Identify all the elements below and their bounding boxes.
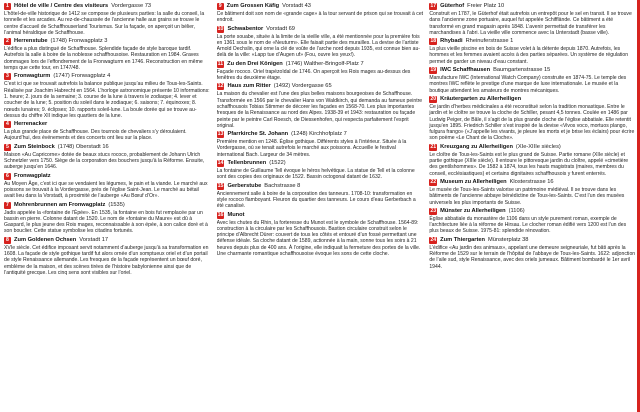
entry-heading-text	[227, 83, 331, 90]
entry-heading	[4, 173, 211, 180]
sight-entry	[4, 3, 211, 36]
sight-entry	[217, 83, 424, 129]
sight-entry	[429, 208, 636, 235]
entry-heading	[429, 3, 636, 10]
entry-heading-text	[440, 144, 561, 151]
entry-number-badge: 23	[430, 207, 437, 214]
entry-title: Kräutergarten zu Allerheiligen	[440, 95, 522, 102]
entry-title: Hôtel de ville / Centre des visiteurs	[14, 3, 109, 9]
entry-number-badge: 6	[4, 173, 11, 180]
entry-title: Mohrenbrunnen am Fronwagplatz	[14, 201, 106, 208]
sight-entry	[4, 173, 211, 200]
entry-heading-text	[14, 73, 110, 80]
entry-title: Gerberstube	[227, 182, 262, 189]
entry-heading-text	[227, 160, 285, 167]
entry-number-badge: 24	[430, 236, 437, 243]
entry-heading-text	[14, 173, 51, 180]
entry-address: (1535)	[108, 201, 125, 208]
entry-address: (XIe-XIIIe siècles)	[515, 143, 561, 150]
entry-number-badge: 11	[217, 60, 224, 67]
sight-entry	[217, 131, 424, 158]
entry-description: XVIe siècle. Cet édifice imposant servit notamment d’auberge jusqu’à sa transformation en 1608. La façade de style gothique tardif fut alors ornée d’un somptueux oriel et d’un portail de style Renaissance allemande. Les fresques de la façade représentent un bœuf doré, emblème de la maison, et des scènes tirées de l’histoire babylonienne ainsi que de l’antiquité grecque. Les cinq sens sont visibles sur l’oriel.	[4, 244, 209, 276]
entry-heading-text	[14, 3, 151, 10]
sight-entry	[217, 183, 424, 210]
entry-heading-text	[14, 121, 47, 128]
entry-address: Bachstrasse 8	[264, 182, 301, 189]
entry-description: Construit en 1787, le Güterhof était autrefois un entrepôt pour le sel en transit. Il se trouve dans l’ancienne zone portuaire, auquel fut appelée Schifflände. Ce bâtiment a été transformé en grand magasin après 1848. L’avenir permettait de transférer les marchandises à l’abri. La vieille ville commence avec la Unterstadt (basse ville).	[429, 11, 632, 36]
entry-title: Museum zu Allerheiligen	[440, 178, 507, 185]
sight-entry	[217, 26, 424, 59]
column-2	[217, 3, 424, 412]
sight-entry	[217, 3, 424, 24]
column-3	[429, 3, 636, 412]
sight-entry	[217, 212, 424, 258]
entry-number-badge: 5	[4, 144, 11, 151]
entry-description: Ce bâtiment doit son nom de «grande cage» à la tour servant de prison qui se trouvait à cet endroit.	[216, 11, 424, 24]
entry-heading	[217, 160, 424, 167]
entry-address: Vorstadt 69	[266, 25, 295, 32]
entry-number-badge: 17	[430, 3, 437, 9]
entry-description: L’édifice «Au jardin des animaux», appelant une demeure seigneuriale, fut bâti après la Réforme de 1529 sur le terrain de l’hôpital de l’abbaye de Tous-les-Saints. 1622: adjonction de l’aile sud, style Renaissance, avec des oriels jumeaux. Bâtiment bombardé le 1er avril 1944.	[429, 244, 636, 270]
entry-heading-text	[227, 131, 346, 138]
entry-title: Herrenstube	[14, 38, 48, 45]
entry-title: Zu den Drei Königen	[227, 60, 283, 67]
entry-address: Klosterstrasse 16	[509, 178, 554, 185]
entry-address: Vorstadt 17	[79, 236, 109, 243]
entry-address: (1106)	[508, 207, 525, 214]
entry-number-badge: 9	[217, 3, 224, 10]
entry-description: Anciennement salle à boire de la corporation des tanneurs. 1708-10: transformation en style rococo flamboyant. Fleuron du quartier des tanneurs. Le cours d’eau Gerberbach a été canalisé.	[216, 190, 416, 210]
entry-number-badge: 12	[217, 83, 224, 90]
sight-entry	[429, 38, 636, 65]
sight-entry	[4, 121, 211, 142]
entry-title: Rhybadi	[440, 38, 463, 45]
entry-heading	[4, 237, 211, 244]
entry-number-badge: 1	[4, 3, 11, 10]
entry-title: Zum Thiergarten	[440, 236, 485, 243]
sight-entry	[4, 73, 211, 119]
entry-heading-text	[227, 183, 300, 190]
entry-number-badge: 14	[217, 160, 224, 167]
entry-heading	[429, 96, 636, 103]
entry-title: Kreuzgang zu Allerheiligen	[440, 143, 513, 150]
entry-title: Pfarrkirche St. Johann	[227, 131, 289, 138]
entry-title: Güterhof	[440, 3, 465, 9]
entry-description: La porte souabe, située à la limite de la vieille ville, a été mentionnée pour la première fois en 1361 sous le nom de «Neuturm». Elle faisait partie des murailles. La devise de l’artiste Arnold Oechslin, qui orne la clé de voûte de l’arche nord depuis 1935, est connue bien au-delà de la ville: «Lapp tue d’Augen uf» (Fou, ouvre les yeux!).	[216, 33, 420, 59]
entry-description: Première mention en 1248. Église gothique. Différents styles à l’intérieur. Située à la Vordergasse, où se tenait autrefois le marché aux poissons. Accueille le festival international Bach. Largeur de 34 mètres.	[216, 139, 407, 158]
entry-heading	[4, 3, 211, 10]
entry-address: Münsterplatz 38	[488, 236, 529, 243]
entry-description: L’hôtel-de-ville historique de 1412 se compose de plusieurs parties: la salle du conseil, la tonnelle et les arcades. Au rez-de-chaussée de l’ancienne halle aux grains se trouve le centre d’accueil de Schaffhouserland Tourismus. Sur la façade, on aperçoit un bélier, l’animal héraldique de Schaffhouse.	[4, 11, 205, 36]
entry-heading	[4, 202, 211, 209]
entry-heading-text	[440, 96, 521, 103]
entry-address: (1248) Kirchhofplatz 7	[291, 131, 347, 138]
entry-description: Au Moyen Âge, c’est ici que se vendaient les légumes, le pain et la viande. Le marché aux poissons se trouvait à la Vordergasse, près de l’église Saint-Jean. Le marché au bétail avait lieu dans la Vorstadt, à proximité de l’auberge «Au Bœuf d’Or».	[4, 180, 208, 200]
entry-description: Manufacture IWC (International Watch Company) construite en 1874-75. Le temple des montres IWC reflète le prestige d’une marque de luxe internationale. Le musée et la boutique attendent les amateurs de montres mécaniques.	[429, 75, 627, 94]
entry-heading-text	[440, 67, 550, 74]
entry-heading-text	[440, 3, 504, 10]
entry-title: Münster zu Allerheiligen	[440, 207, 506, 214]
entry-title: Munot	[227, 211, 245, 218]
entry-heading	[429, 179, 636, 186]
entry-title: Herrenacker	[14, 121, 48, 128]
sight-entry	[429, 237, 636, 270]
entry-heading-text	[227, 61, 364, 68]
sight-entry	[429, 67, 636, 94]
entry-description: La fontaine de Guillaume Tell évoque le héros helvétique. La statue de Tell et la colonne sont des copies des originaux de 1522. Bassin octogonal datant de 1632.	[216, 168, 415, 181]
entry-heading-text	[440, 179, 553, 186]
entry-description: Maison «Au Capricorne» dotée de beaux stucs rococo, probablement de Johann Ulrich Schnetzler vers 1750. Siège de la corporation des bouchers jusqu’à la Réforme. Ensuite, auberge jusqu’en 1646.	[4, 151, 205, 171]
entry-description: La plus grande place de Schaffhouse. Des tournois de chevaliers s’y déroulaient. Aujourd’hui, des événements et des concerts ont lieu sur la place.	[4, 129, 187, 142]
entry-description: Avec les chutes du Rhin, la forteresse du Munot est le symbole de Schaffhouse. 1564-89: construction à la circulaire par les Schaffhousois. Bastion circulaire construit selon le principe d’Albrecht Dürer: couvert de tous les côtés et entouré d’un fossé permettant une défense idéale. Sa cloche datant de 1589, actionnée à la main, sonne tous les soirs à 21 heures depuis plus de 400 ans. À l’origine, elle indiquait la fermeture des portes de la ville. Une charmante romantique schaffhousoise évoque les sons de cette cloche.	[216, 219, 421, 258]
entry-address: Rheinuferstrasse 1	[465, 38, 514, 45]
entry-heading	[217, 3, 424, 10]
entry-description: Jadis appelée la «fontaine de l’Èpée». En 1535, la fontaine en bois fut remplacée par un bassin en pierre. Colonne datant de 1520. Le nom de «fontaine du Maure» est dû à Gaspard, le plus jeune des Rois mages, reconnaissable à son épée, à son calice doré et à son bouclier. Cette statue symbolise les citadins fortunés.	[4, 209, 208, 235]
entry-title: Zum Steinbock	[14, 143, 55, 150]
entry-title: Fronwagturm	[14, 73, 51, 80]
column-1	[4, 3, 211, 412]
entry-address: (1748) Oberstadt 16	[57, 143, 109, 150]
entry-heading-text	[227, 26, 295, 33]
entry-heading	[4, 38, 211, 45]
sight-entry	[429, 179, 636, 206]
entry-heading	[429, 237, 636, 244]
entry-heading-text	[227, 212, 244, 219]
entry-address: (1746) Walther-Bringolf-Platz 7	[285, 60, 364, 67]
entry-description: Le musée de Tous-les-Saints valorise un patrimoine médiéval. Il se trouve dans les bâtiments de l’ancienne abbaye bénédictine de Tous-les-Saints. C’est l’un des musées universels les plus importants de Suisse.	[429, 186, 625, 206]
entry-number-badge: 4	[4, 121, 11, 128]
sight-entry	[4, 144, 211, 171]
entry-title: Fronwagplatz	[14, 172, 51, 179]
sight-entry	[429, 144, 636, 177]
sight-entry	[217, 61, 424, 82]
entry-title: Schwabentor	[227, 25, 264, 32]
entry-number-badge: 8	[4, 237, 11, 244]
entry-heading	[217, 83, 424, 90]
entry-heading-text	[440, 38, 513, 45]
entry-heading-text	[14, 202, 125, 209]
entry-address: (1522)	[269, 160, 286, 167]
entry-title: IWC Schaffhausen	[440, 67, 491, 74]
entry-heading	[4, 144, 211, 151]
entry-title: Haus zum Ritter	[227, 83, 271, 90]
entry-description: Église abbatiale du monastère de 1106 dans un style purement roman, exemple de l’architecture liée à la réforme de Hirsau. Le clocher roman édifié vers 1200 est l’un des plus beaux de Suisse. 1975-81: splendide rénovation.	[429, 215, 627, 235]
entry-description: La plus vieille piscine en bois de Suisse volet à la détente depuis 1870. Autrefois, les hommes et les femmes avaient accès à des parties séparées. Un système de régulation permet de garder un niveau d’eau constant.	[429, 46, 629, 65]
entry-heading	[217, 61, 424, 68]
entry-heading	[429, 38, 636, 45]
entry-description: La maison du chevalier est l’une des plus belles maisons bourgeoises de Schaffhouse. Transformée en 1566 par le chevalier Hans von Waldkirch, qui demanda au fameux peintre schaffhousois Tobias Stimmer de décorer les façades en 1568-70. Les plus importantes fresques de la Renaissance au nord des Alpes. 1938-39 et 1943: restauration ou façade peinte par le peintre Carl Roesch, de Diessenhofen, qui respecta parfaitement l’esprit original.	[216, 91, 423, 129]
entry-description: Façade rococo. Oriel trapézoïdal de 1746. On aperçoit les Rois mages au-dessus des fenêtres du deuxième étage.	[216, 68, 411, 82]
entry-number-badge: 19	[430, 67, 437, 74]
entry-heading-text	[440, 237, 528, 244]
entry-heading-text	[14, 144, 109, 151]
sight-entry	[429, 3, 636, 36]
sight-entry	[217, 160, 424, 181]
sight-entry	[4, 38, 211, 71]
entry-address: (1492) Vordergasse 65	[273, 83, 332, 90]
entry-heading	[4, 121, 211, 128]
entry-number-badge: 15	[217, 182, 224, 189]
entry-description: Le cloître de Tous-les-Saints est le plus grand de Suisse. Partie romane (XIIe siècle) et partie gothique (XIIIe siècle). Il entoure le pittoresque jardin du cloître, appelé «cimetière des gentilshommes». De 1582 à 1874, tous les hauts magistrats (maires, membres du conseil, ecclésiastiques) et certains dignitaires schaffhousois y furent enterrés.	[429, 151, 629, 177]
entry-heading	[429, 208, 636, 215]
entry-number-badge: 20	[430, 95, 437, 102]
entry-heading-text	[14, 38, 107, 45]
entry-heading-text	[227, 3, 311, 10]
entry-title: Zum Grossen Käfig	[226, 3, 280, 9]
entry-number-badge: 22	[430, 178, 437, 185]
entry-title: Tellenbrunnen	[227, 160, 267, 167]
entry-address: Vordergasse 73	[111, 3, 152, 9]
entry-heading-text	[440, 208, 525, 215]
entry-heading	[217, 212, 424, 219]
sight-entry	[4, 202, 211, 235]
sight-entry	[429, 96, 636, 142]
entry-heading	[4, 73, 211, 80]
entry-heading	[217, 131, 424, 138]
entry-description: C’est ici que se trouvait autrefois la balance publique jusqu’au milieu de Tous-les-Saints. Réalisée par Joachim Habrecht en 1564. L’horloge astronomique présente 10 informations: 1. heure; 2. jours de la semaine; 3. course de la lune à travers le zodiaque; 4. lever et coucher de la lune; 5. position du soleil dans le zodiaque; 6. saisons; 7. équinoxes; 8. nœuds lunaires; 9. éclipses; 10. rapports soleil-lune. La boule dorée qui se trouve au-dessus du chiffre XII indique les quartiers de la lune.	[4, 81, 210, 119]
entry-description: Ce jardin d’herbes médicinales a été reconstitué selon la tradition monastique. Entre le jardin et le cloître se trouve la cloche de Schiller, pesant 4,5 tonnes. Coulée en 1486 par Ludwig Peiger, de Bâle, il s’agit de la plus grande cloche de l’église abbatiale. Elle retentit jusqu’en 1895. Friedrich Schiller s’est inspiré de la devise «Vivos voco, mortuos plango, fulgura frango» («J’appelle les vivants, je pleure les morts et je brise les éclairs) pour écrire son poème «Le Chant de la Cloche».	[429, 103, 635, 142]
entry-heading	[217, 183, 424, 190]
entry-address: Baumgartenstrasse 15	[493, 67, 551, 74]
entry-address: Freier Platz 10	[467, 3, 505, 9]
entry-description: L’édifice a plus distingué de Schaffhouse. Splendide façade de style baroque tardif. Autrefois la salle à boire de la noblesse schaffhousoise. Restauration en 1984. Graves dommages lors de l’effondrement de la Fronwagturm en 1746. Reconstruction en même temps que cette tour, en 1747/48.	[4, 46, 203, 72]
entry-address: (1748) Fronwagplatz 3	[50, 38, 108, 45]
entry-heading-text	[14, 237, 108, 244]
sight-entry	[4, 237, 211, 276]
entry-address: Vorstadt 43	[282, 3, 311, 9]
entry-title: Zum Goldenen Ochsen	[14, 236, 77, 243]
entry-number-badge: 21	[430, 143, 437, 150]
entry-number-badge: 10	[217, 25, 224, 32]
entry-number-badge: 18	[430, 38, 437, 45]
entry-number-badge: 2	[4, 38, 11, 45]
entry-address: (1747) Fronwagplatz 4	[53, 73, 111, 80]
entry-number-badge: 16	[217, 211, 224, 218]
entry-heading	[429, 67, 636, 74]
entry-heading	[217, 26, 424, 33]
entry-heading	[429, 144, 636, 151]
entry-number-badge: 7	[4, 202, 11, 209]
entry-number-badge: 13	[217, 131, 224, 138]
entry-number-badge: 3	[4, 73, 11, 80]
